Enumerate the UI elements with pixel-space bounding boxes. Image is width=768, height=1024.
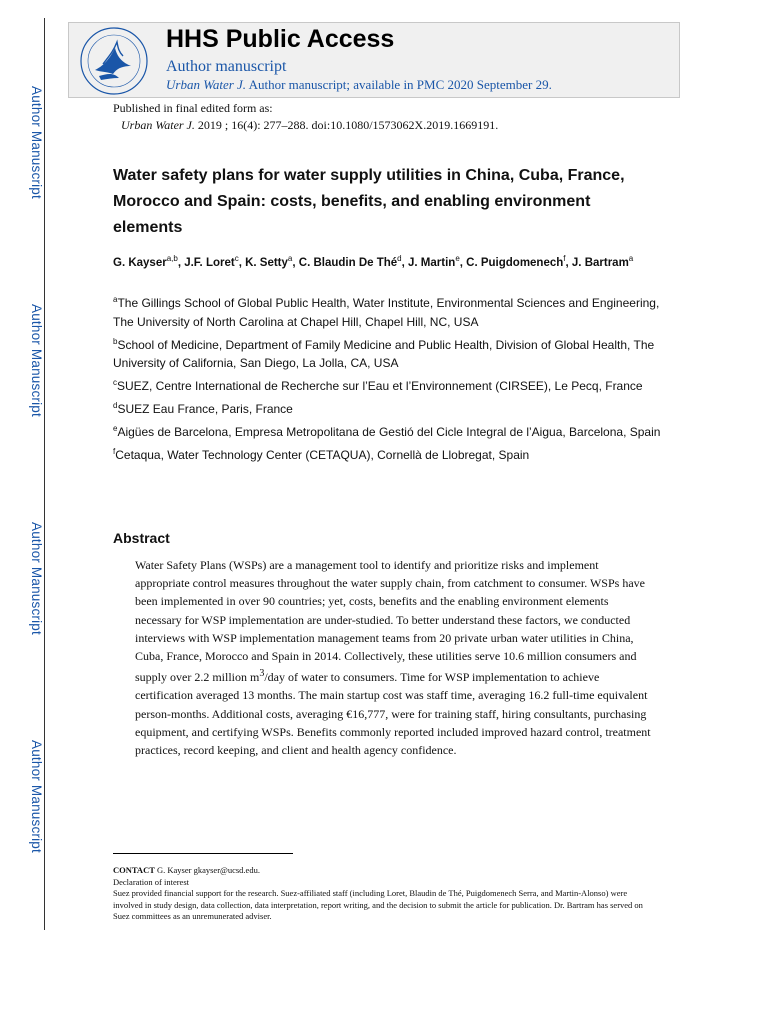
declaration-statement: Suez provided financial support for the research. Suez-affiliated staff (including Loret, Blaudin de Thé, Puigdomenech Serra, and Martin-Alonso) were involved in study design, data collection, data interpretation, report writing, and the decision to submit the article for publication. Dr. Bartram has served on Suez committees as an unremunerated adviser. — [113, 888, 643, 921]
side-label-author-manuscript: Author Manuscript — [29, 304, 44, 417]
author-name: K. Setty — [245, 257, 288, 269]
author-name: J. Bartram — [571, 257, 629, 269]
author-affiliation-marker: c — [234, 254, 239, 264]
journal-name: Urban Water J. — [166, 77, 247, 92]
journal-availability — [166, 77, 552, 93]
affiliation-marker: d — [113, 401, 118, 410]
affiliation-text: Cetaqua, Water Technology Center (CETAQUA), Cornellà de Llobregat, Spain — [115, 448, 530, 462]
author-name: J.F. Loret — [184, 257, 235, 269]
affiliation-text: School of Medicine, Department of Family Medicine and Public Health, Division of Global Health, The University of California, San Diego, La Jolla, CA, USA — [113, 337, 655, 370]
affiliation-item — [113, 446, 663, 465]
affiliation-list — [113, 294, 663, 469]
affiliation-item — [113, 336, 663, 373]
footnote-rule — [113, 853, 293, 854]
published-citation — [113, 100, 498, 134]
availability-text: Author manuscript; available in PMC 2020 September 29. — [246, 77, 552, 92]
abstract-text-part: /day of water to consumers. Time for WSP implementation to achieve certification averaged 13 months. The main startup cost was staff time, averaging 16.2 full-time equivalent person-months. Additional costs, averaging €16,777, were for training staff, hiring consultants, purchasing equipment, and certifying WSPs. Benefits commonly reported included improved hazard control, treatment practices, record keeping, and client and health agency confidence. — [135, 670, 651, 758]
citation-journal: Urban Water J. — [121, 118, 195, 132]
abstract-text-part: Water Safety Plans (WSPs) are a management tool to identify and prioritize risks and implement appropriate control measures throughout the water supply chain, from catchment to consumer. WSPs have been implemented in over 90 countries; yet, costs, benefits and the enabling environment elements necessary for WSP implementation are under-studied. To better understand these factors, we conducted interviews with WSP implementation management teams from 20 private urban water utilities in China, Cuba, France, Morocco and Spain in 2014. Collectively, these utilities serve 10.6 million consumers and supply over 2.2 million m — [135, 558, 645, 685]
author-separator: , — [238, 257, 246, 269]
cubic-superscript: 3 — [259, 668, 265, 680]
affiliation-marker: f — [113, 447, 116, 456]
paper-title: Water safety plans for water supply utilities in China, Cuba, France, Morocco and Spain: costs, benefits, and enabling environment elements — [113, 167, 625, 236]
affiliation-text: SUEZ, Centre International de Recherche sur l’Eau et l’Environnement (CIRSEE), Le Pecq, France — [117, 379, 643, 393]
contact-text: G. Kayser gkayser@ucsd.edu. — [154, 865, 260, 875]
author-separator: , — [177, 257, 185, 269]
author-affiliation-marker: f — [563, 254, 566, 264]
affiliation-marker: a — [113, 295, 118, 304]
affiliation-item — [113, 400, 663, 419]
affiliation-item — [113, 377, 663, 396]
footnotes — [113, 865, 658, 923]
margin-rule — [44, 18, 45, 930]
author-separator: , — [565, 257, 572, 269]
affiliation-item — [113, 294, 663, 331]
manuscript-label: Author manuscript — [166, 58, 287, 75]
published-label: Published in final edited form as: — [113, 101, 273, 115]
affiliation-item — [113, 423, 663, 442]
author-separator: , — [459, 257, 467, 269]
declaration-heading: Declaration of interest — [113, 876, 189, 887]
affiliation-marker: c — [113, 378, 117, 387]
author-name: C. Puigdomenech — [466, 257, 564, 269]
author-separator: , — [292, 257, 299, 269]
citation — [113, 117, 498, 134]
abstract-text — [135, 556, 655, 759]
citation-details: 2019 ; 16(4): 277–288. doi:10.1080/1573062X.2019.1669191. — [194, 118, 499, 132]
author-affiliation-marker: a,b — [166, 254, 178, 264]
side-label-author-manuscript: Author Manuscript — [29, 86, 44, 199]
contact-label: CONTACT — [113, 865, 155, 875]
contact-line — [113, 865, 658, 877]
author-name: J. Martin — [408, 257, 456, 269]
hhs-title: HHS Public Access — [166, 25, 395, 53]
author-affiliation-marker: e — [455, 254, 460, 264]
author-name: C. Blaudin De Thé — [298, 257, 398, 269]
abstract-heading: Abstract — [113, 530, 170, 546]
hhs-seal-logo — [79, 26, 149, 96]
author-affiliation-marker: a — [628, 254, 634, 264]
author-name: G. Kayser — [113, 257, 167, 269]
side-label-author-manuscript: Author Manuscript — [29, 522, 44, 635]
author-affiliation-marker: a — [287, 254, 293, 264]
author-separator: , — [401, 257, 409, 269]
author-list — [113, 254, 663, 273]
hhs-header — [68, 22, 680, 98]
author-affiliation-marker: d — [397, 254, 402, 264]
affiliation-text: Aigües de Barcelona, Empresa Metropolitana de Gestió del Cicle Integral de l’Aigua, Barcelona, Spain — [117, 425, 661, 439]
affiliation-marker: e — [113, 424, 118, 433]
affiliation-marker: b — [113, 336, 118, 346]
side-label-author-manuscript: Author Manuscript — [29, 740, 44, 853]
affiliation-text: The Gillings School of Global Public Health, Water Institute, Environmental Sciences and Engineering, The University of North Carolina at Chapel Hill, Chapel Hill, NC, USA — [113, 296, 660, 329]
affiliation-text: SUEZ Eau France, Paris, France — [117, 402, 293, 416]
